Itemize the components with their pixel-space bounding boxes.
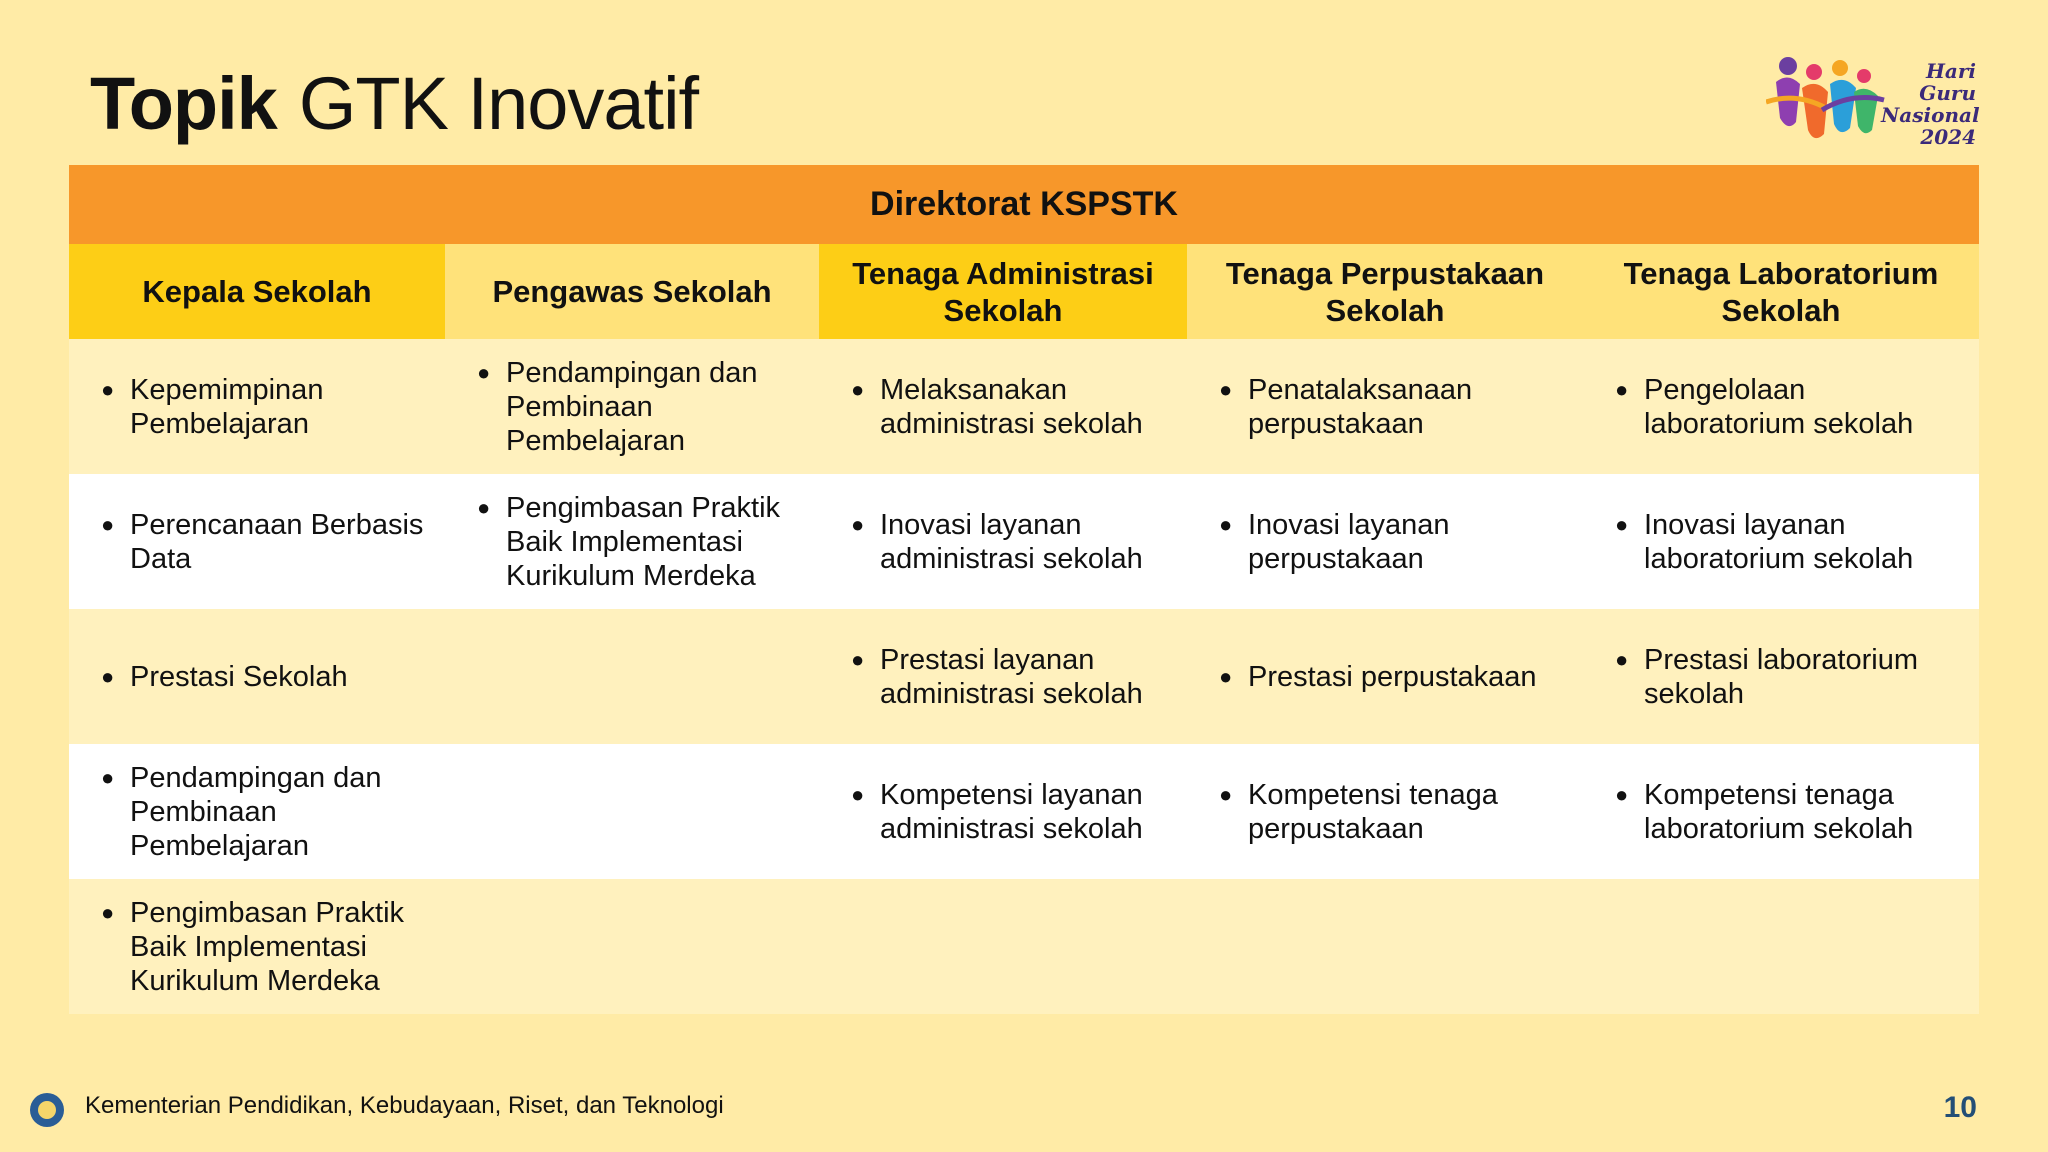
list-item-text: Prestasi Sekolah [130, 660, 348, 693]
topic-table [69, 165, 1979, 1014]
table-cell [1583, 609, 1979, 744]
table-cell [69, 339, 445, 474]
list-item-text: Pengimbasan Praktik Baik Implementasi Kurikulum Merdeka [506, 491, 781, 592]
bullet-icon: ● [101, 376, 115, 402]
list-item-text: Pengelolaan laboratorium sekolah [1644, 373, 1914, 440]
table-row [69, 609, 1979, 744]
list-item [1219, 508, 1571, 576]
page-number: 10 [1943, 1091, 1977, 1124]
table-cell [1187, 609, 1583, 744]
list-item [477, 491, 807, 593]
bullet-icon: ● [101, 764, 115, 790]
table-cell [445, 879, 819, 1014]
list-item [101, 373, 433, 441]
table-cell [1583, 339, 1979, 474]
column-header: Tenaga Administrasi Sekolah [819, 244, 1187, 339]
list-item [851, 508, 1175, 576]
list-item-text: Kompetensi layanan administrasi sekolah [880, 778, 1143, 845]
table-cell [1583, 744, 1979, 879]
list-item-text: Pengimbasan Praktik Baik Implementasi Kurikulum Merdeka [130, 896, 405, 997]
list-item [1615, 373, 1967, 441]
bullet-icon: ● [851, 781, 865, 807]
bullet-icon: ● [1615, 376, 1629, 402]
table-cell [1187, 474, 1583, 609]
table-row [69, 744, 1979, 879]
table-cell [1187, 339, 1583, 474]
bullet-icon: ● [1615, 646, 1629, 672]
table-cell [69, 879, 445, 1014]
column-header: Tenaga Laboratorium Sekolah [1583, 244, 1979, 339]
table-cell [445, 609, 819, 744]
table-cell [819, 609, 1187, 744]
bullet-icon: ● [477, 494, 491, 520]
list-item [851, 373, 1175, 441]
kemendikbud-logo-icon [30, 1093, 64, 1127]
list-item-text: Inovasi layanan perpustakaan [1248, 508, 1450, 575]
list-item-text: Prestasi perpustakaan [1248, 660, 1537, 693]
list-item-text: Inovasi layanan laboratorium sekolah [1644, 508, 1914, 575]
table-cell [1583, 879, 1979, 1014]
bullet-icon: ● [101, 899, 115, 925]
list-item-text: Melaksanakan administrasi sekolah [880, 373, 1143, 440]
list-item-text: Pendampingan dan Pembinaan Pembelajaran [130, 761, 382, 862]
title-bold: Topik [90, 62, 277, 145]
list-item-text: Inovasi layanan administrasi sekolah [880, 508, 1143, 575]
list-item-text: Pendampingan dan Pembinaan Pembelajaran [506, 356, 758, 457]
list-item-text: Kompetensi tenaga perpustakaan [1248, 778, 1498, 845]
bullet-icon: ● [1219, 663, 1233, 689]
bullet-icon: ● [1219, 511, 1233, 537]
table-cell [445, 744, 819, 879]
table-row [69, 339, 1979, 474]
list-item [101, 508, 433, 576]
table-cell [819, 879, 1187, 1014]
footer-ministry: Kementerian Pendidikan, Kebudayaan, Riset, dan Teknologi [85, 1092, 724, 1119]
bullet-icon: ● [1219, 781, 1233, 807]
list-item [477, 356, 807, 458]
table-body [69, 339, 1979, 1014]
list-item-text: Perencanaan Berbasis Data [130, 508, 424, 575]
hari-guru-nasional-logo [1766, 52, 1980, 152]
bullet-icon: ● [1615, 511, 1629, 537]
table-cell [1583, 474, 1979, 609]
list-item [1219, 660, 1571, 694]
list-item-text: Prestasi layanan administrasi sekolah [880, 643, 1143, 710]
table-cell [445, 339, 819, 474]
table-cell [69, 744, 445, 879]
bullet-icon: ● [101, 511, 115, 537]
table-cell [1187, 744, 1583, 879]
table-cell [819, 474, 1187, 609]
table-cell [819, 339, 1187, 474]
column-header: Kepala Sekolah [69, 244, 445, 339]
list-item [1219, 778, 1571, 846]
table-cell [1187, 879, 1583, 1014]
list-item [1219, 373, 1571, 441]
bullet-icon: ● [101, 663, 115, 689]
list-item [1615, 643, 1967, 711]
page-title [90, 58, 698, 150]
list-item [1615, 508, 1967, 576]
title-light: GTK Inovatif [298, 62, 699, 145]
table-cell [445, 474, 819, 609]
bullet-icon: ● [851, 511, 865, 537]
list-item [101, 896, 433, 998]
list-item [101, 761, 433, 863]
list-item [851, 778, 1175, 846]
list-item [101, 660, 433, 694]
bullet-icon: ● [1615, 781, 1629, 807]
list-item [851, 643, 1175, 711]
column-header: Pengawas Sekolah [445, 244, 819, 339]
bullet-icon: ● [477, 359, 491, 385]
bullet-icon: ● [1219, 376, 1233, 402]
bullet-icon: ● [851, 376, 865, 402]
table-cell [69, 474, 445, 609]
table-cell [69, 609, 445, 744]
table-row [69, 879, 1979, 1014]
list-item-text: Penatalaksanaan perpustakaan [1248, 373, 1473, 440]
logo-text: Hari Guru Nasional 2024 [1881, 59, 1980, 149]
table-cell [819, 744, 1187, 879]
column-header: Tenaga Perpustakaan Sekolah [1187, 244, 1583, 339]
group-header: Direktorat KSPSTK [69, 165, 1979, 244]
list-item-text: Prestasi laboratorium sekolah [1644, 643, 1918, 710]
dancing-figures-icon [1766, 52, 1886, 152]
list-item [1615, 778, 1967, 846]
table-row [69, 474, 1979, 609]
list-item-text: Kepemimpinan Pembelajaran [130, 373, 324, 440]
list-item-text: Kompetensi tenaga laboratorium sekolah [1644, 778, 1914, 845]
bullet-icon: ● [851, 646, 865, 672]
